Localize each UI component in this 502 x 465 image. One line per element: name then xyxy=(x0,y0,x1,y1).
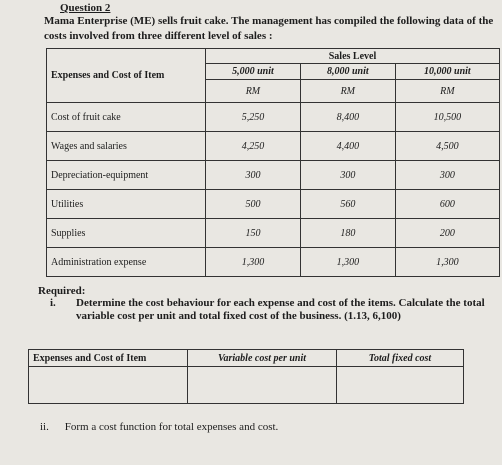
cell-value: 4,500 xyxy=(395,132,499,161)
item-text: Form a cost function for total expenses and cost. xyxy=(64,421,279,433)
cell-value: 8,400 xyxy=(300,103,395,132)
cell-value: 1,300 xyxy=(206,248,301,277)
cell-value: 180 xyxy=(300,219,395,248)
question-title: Question 2 xyxy=(60,2,111,14)
answer-cell xyxy=(29,367,188,404)
cell-value: 560 xyxy=(300,190,395,219)
answer-column-header: Total fixed cost xyxy=(337,350,464,367)
cell-value: 4,250 xyxy=(206,132,301,161)
cell-value: 600 xyxy=(395,190,499,219)
item-text: Determine the cost behaviour for each expense and cost of the items. Calculate the total variable cost per unit and total fixed cost of the business. (1.13, 6,100) xyxy=(76,297,485,322)
currency-label: RM xyxy=(395,80,499,103)
table-row xyxy=(47,190,500,219)
row-item-label: Wages and salaries xyxy=(47,132,206,161)
answer-table xyxy=(28,349,464,404)
cell-value: 500 xyxy=(206,190,301,219)
cell-value: 4,400 xyxy=(300,132,395,161)
item-number: ii. xyxy=(40,421,49,433)
answer-row xyxy=(29,367,464,404)
table-row xyxy=(47,132,500,161)
item-number: i. xyxy=(50,297,56,309)
required-item-i xyxy=(50,297,500,322)
question-intro: Mama Enterprise (ME) sells fruit cake. The management has compiled the following data of the costs involved from three different level of sales : xyxy=(44,15,494,42)
answer-cell xyxy=(337,367,464,404)
item-column-header: Expenses and Cost of Item xyxy=(47,49,206,103)
cell-value: 300 xyxy=(300,161,395,190)
table-row xyxy=(47,161,500,190)
row-item-label: Administration expense xyxy=(47,248,206,277)
row-item-label: Cost of fruit cake xyxy=(47,103,206,132)
answer-column-header: Variable cost per unit xyxy=(188,350,337,367)
cell-value: 150 xyxy=(206,219,301,248)
column-header: 10,000 unit xyxy=(395,64,499,80)
cost-data-table xyxy=(46,48,500,277)
cell-value: 300 xyxy=(206,161,301,190)
currency-label: RM xyxy=(300,80,395,103)
cell-value: 300 xyxy=(395,161,499,190)
cell-value: 1,300 xyxy=(395,248,499,277)
table-row xyxy=(47,103,500,132)
cell-value: 10,500 xyxy=(395,103,499,132)
sales-level-label: Sales Level xyxy=(206,49,500,64)
row-item-label: Utilities xyxy=(47,190,206,219)
answer-cell xyxy=(188,367,337,404)
cell-value: 200 xyxy=(395,219,499,248)
column-header: 5,000 unit xyxy=(206,64,301,80)
row-item-label: Supplies xyxy=(47,219,206,248)
required-item-ii xyxy=(40,421,278,433)
column-header: 8,000 unit xyxy=(300,64,395,80)
table-row xyxy=(47,248,500,277)
answer-column-header: Expenses and Cost of Item xyxy=(29,350,188,367)
currency-label: RM xyxy=(206,80,301,103)
required-heading: Required: xyxy=(38,285,86,297)
cell-value: 1,300 xyxy=(300,248,395,277)
cell-value: 5,250 xyxy=(206,103,301,132)
row-item-label: Depreciation-equipment xyxy=(47,161,206,190)
table-row xyxy=(47,219,500,248)
